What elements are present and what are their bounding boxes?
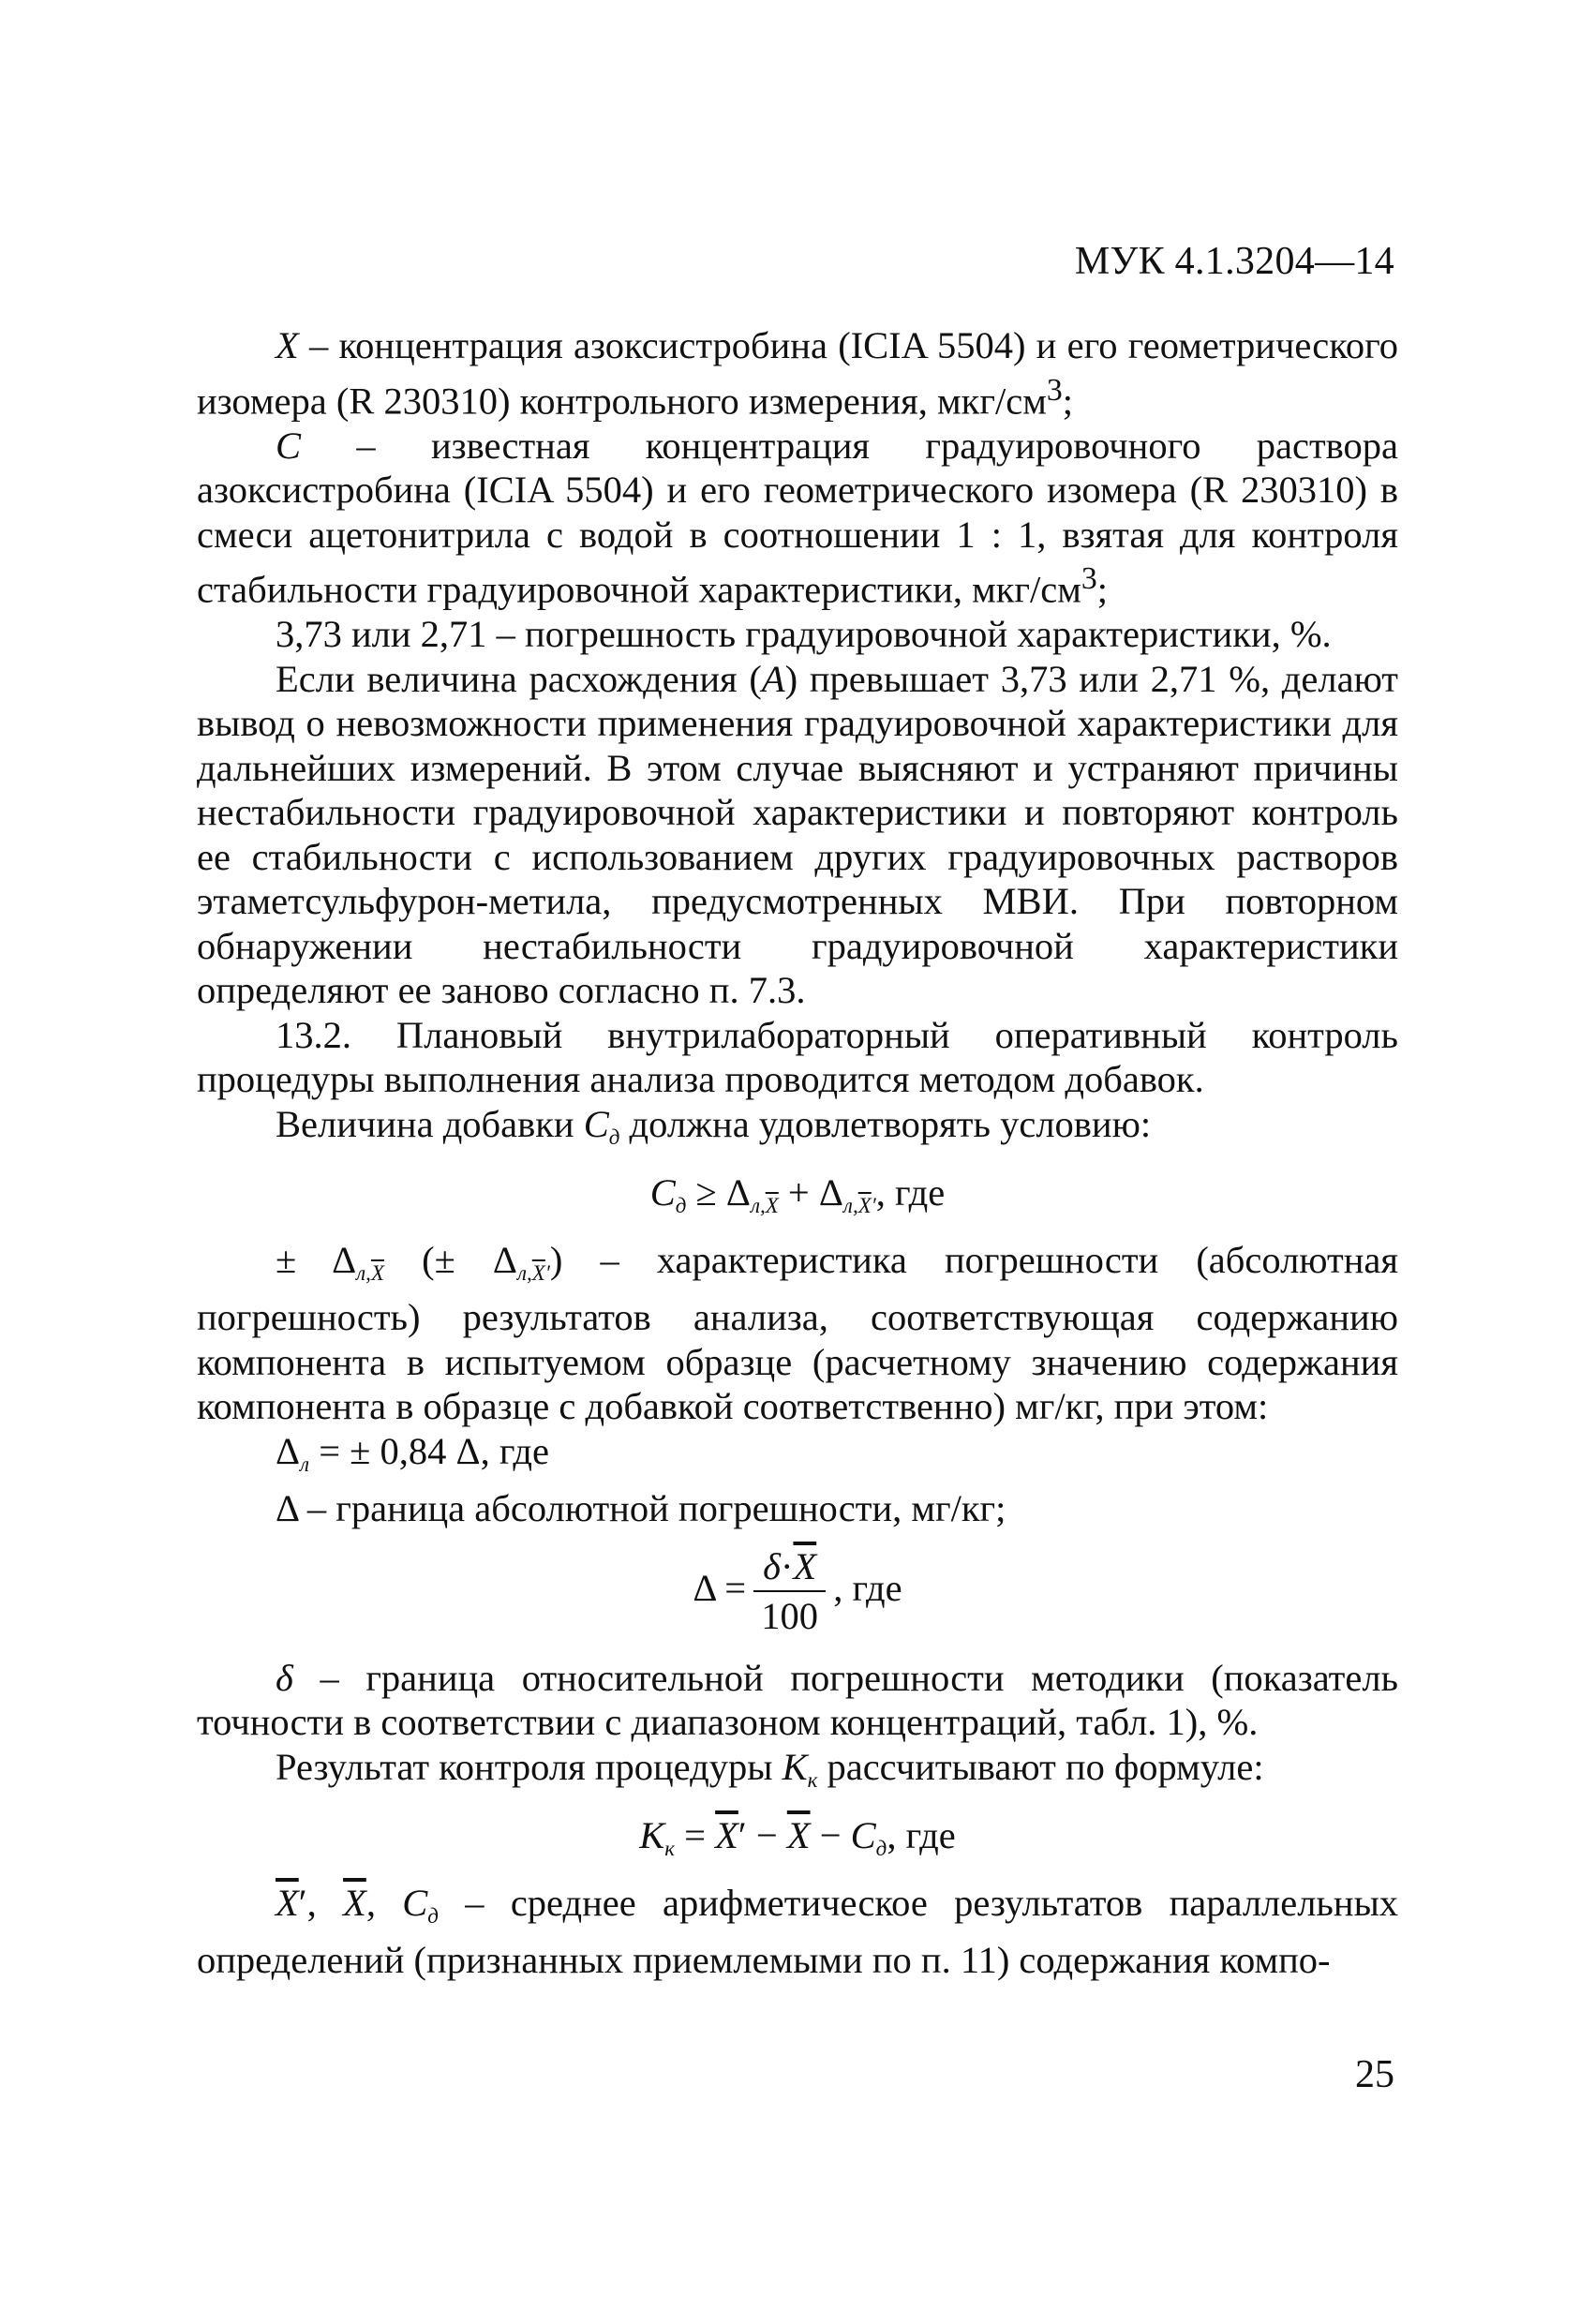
paragraph-error-characteristic: ± $\Delta_{л,\overline{X}}$ (± $\Delta_{л,\overline{X}'}$) – характеристика погрешности (абсолютная погрешность) результатов анализа, соответствующая содержанию компонента в испытуемом образце (расчетному значению содержания компонента в образце с добавкой соответственно) мг/кг, при этом: <box>197 1238 1398 1427</box>
formula-additive-condition: $C_д \ge \Delta_{л,\overline{X}} + \Delta_{л,\overline{X}'}$, где <box>649 1171 946 1217</box>
var-x: X <box>276 324 299 366</box>
document-code: МУК 4.1.3204—14 <box>1074 240 1394 283</box>
paragraph-c-definition: C – известная концентрация градуировочного раствора азоксистробина (ICIA 5504) и его геометрического изомера (R 230310) в смеси ацетонитрила с водой в соотношении 1 : 1, взятая для контроля стабильности градуировочной характеристики, мкг/$см^3$; <box>197 424 1398 611</box>
paragraph-delta-l: $\Delta_л$ = ± 0,84 Δ, где <box>276 1429 549 1476</box>
formula-control: $K_к = \overline{X}' - \overline{X} - C_д$, где <box>639 1814 956 1860</box>
paragraph-mean-values: $\overline{X}'$, $\overline{X}$, $C_д$ – среднее арифметическое результатов параллельных определений (признанных приемлемыми по п. 11) содержания компо- <box>197 1881 1399 1981</box>
paragraph-error-values: 3,73 или 2,71 – погрешность градуировочной характеристики, %. <box>276 613 1332 655</box>
var-c: C <box>276 424 302 467</box>
body-text <box>197 323 1398 1983</box>
page-number: 25 <box>1355 2053 1394 2096</box>
paragraph-13-2: 13.2. Плановый внутрилабораторный оперативный контроль процедуры выполнения анализа проводится методом добавок. <box>197 1013 1398 1100</box>
paragraph-discrepancy: Если величина расхождения (A) превышает 3,73 или 2,71 %, делают вывод о невозможности применения градуировочной характеристики для дальнейших измерений. В этом случае выясняют и устраняют причины нестабильности градуировочной характеристики и повторяют контроль ее стабильности с использованием других градуировочных растворов этаметсульфурон-метила, предусмотренных МВИ. При повторном обнаружении нестабильности градуировочной характеристики определяют ее заново согласно п. 7.3. <box>197 657 1398 1011</box>
paragraph-x-definition: X – концентрация азоксистробина (ICIA 5504) и его геометрического изомера (R 230310) контрольного измерения, мкг/$см^3$; <box>197 324 1399 422</box>
fraction: $\frac{\delta\cdot\overline{X}}{100}$ <box>753 1544 826 1639</box>
paragraph-control-result: Результат контроля процедуры $K_к$ рассчитывают по формуле: <box>276 1745 1264 1792</box>
paragraph-delta-relative: δ – граница относительной погрешности методики (показатель точности в соответствии с диапазоном концентраций, табл. 1), %. <box>197 1656 1399 1743</box>
paragraph-additive: Величина добавки $C_д$ должна удовлетворять условию: <box>276 1102 1152 1149</box>
paragraph-delta-bound: Δ – граница абсолютной погрешности, мг/кг; <box>276 1487 1006 1529</box>
formula-delta: Δ = $\frac{\delta\cdot\overline{X}}{100}$ , где <box>693 1544 902 1637</box>
